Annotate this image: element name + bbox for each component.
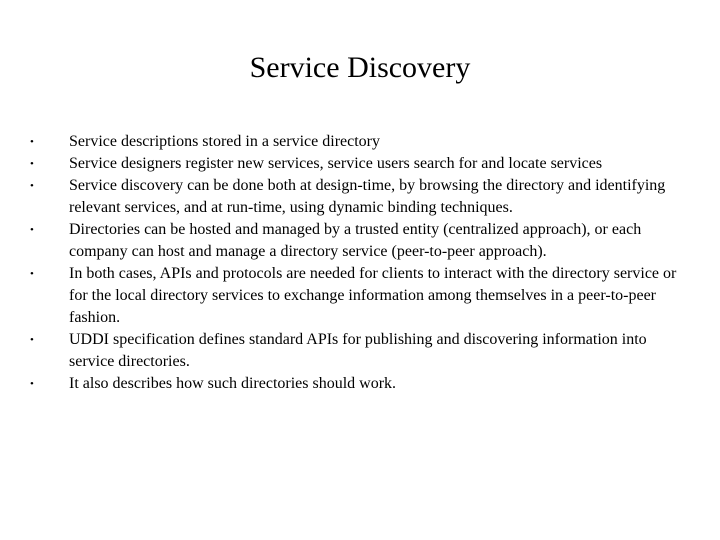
bullet-list xyxy=(30,131,690,395)
bullet-item xyxy=(30,131,690,153)
bullet-icon: • xyxy=(30,268,34,280)
bullet-icon: • xyxy=(30,224,34,236)
bullet-text: It also describes how such directories should work. xyxy=(69,375,397,392)
bullet-text: Service descriptions stored in a service directory xyxy=(69,133,380,150)
bullet-item xyxy=(30,373,690,395)
bullet-text: Directories can be hosted and managed by a trusted entity (centralized approach), or each company can host and manage a directory service (peer-to-peer approach). xyxy=(69,221,642,260)
bullet-item xyxy=(30,329,690,373)
bullet-text: Service discovery can be done both at design-time, by browsing the directory and identifying relevant services, and at run-time, using dynamic binding techniques. xyxy=(69,177,666,216)
slide-title: Service Discovery xyxy=(249,51,471,84)
bullet-icon: • xyxy=(30,378,34,390)
bullet-icon: • xyxy=(30,334,34,346)
bullet-item xyxy=(30,153,690,175)
bullet-text: Service designers register new services, service users search for and locate services xyxy=(69,155,603,172)
bullet-icon: • xyxy=(30,136,34,148)
bullet-icon: • xyxy=(30,180,34,192)
bullet-text: In both cases, APIs and protocols are needed for clients to interact with the directory service or for the local directory services to exchange information among themselves in a peer-to-peer fashion. xyxy=(69,265,677,326)
bullet-item xyxy=(30,219,690,263)
bullet-text: UDDI specification defines standard APIs for publishing and discovering information into service directories. xyxy=(69,331,647,370)
bullet-item xyxy=(30,175,690,219)
bullet-item xyxy=(30,263,690,329)
bullet-icon: • xyxy=(30,158,34,170)
